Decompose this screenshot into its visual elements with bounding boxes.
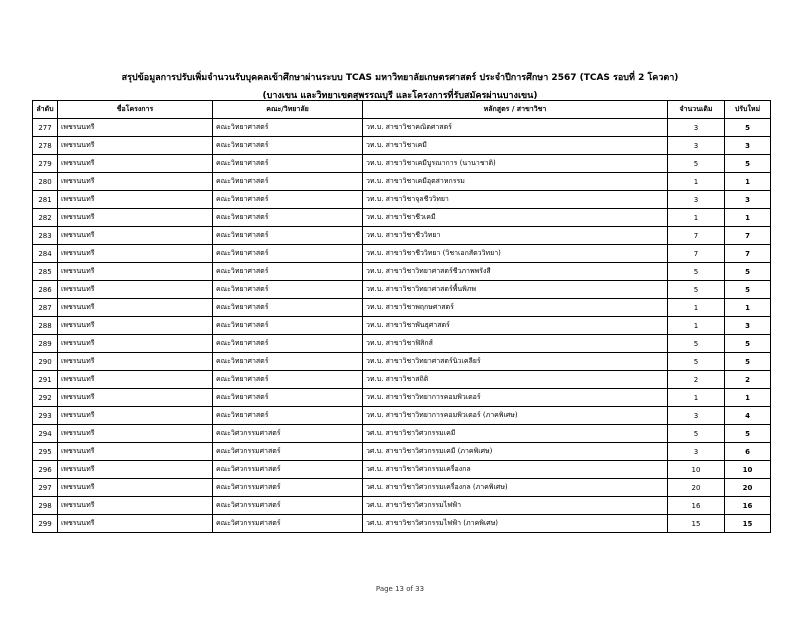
row-number: 284 (33, 245, 58, 263)
row-number: 299 (33, 515, 58, 533)
row-number: 287 (33, 299, 58, 317)
row-new-count: 3 (725, 317, 771, 335)
row-old-count: 1 (668, 317, 725, 335)
row-faculty: คณะวิศวกรรมศาสตร์ (213, 479, 363, 497)
row-faculty: คณะวิทยาศาสตร์ (213, 353, 363, 371)
row-program: วท.บ. สาขาวิชาพฤกษศาสตร์ (363, 299, 668, 317)
row-project: เพชรนนทรี (58, 245, 213, 263)
row-number: 296 (33, 461, 58, 479)
row-faculty: คณะวิทยาศาสตร์ (213, 191, 363, 209)
row-project: เพชรนนทรี (58, 263, 213, 281)
table-row (33, 443, 771, 461)
table-row (33, 353, 771, 371)
header-program: หลักสูตร / สาขาวิชา (363, 101, 668, 119)
row-number: 286 (33, 281, 58, 299)
table-row (33, 119, 771, 137)
row-project: เพชรนนทรี (58, 353, 213, 371)
row-project: เพชรนนทรี (58, 371, 213, 389)
document-title: สรุปข้อมูลการปรับเพิ่มจำนวนรับบุคคลเข้าศึกษาผ่านระบบ TCAS มหาวิทยาลัยเกษตรศาสตร์ ประจำปีการศึกษา 2567 (TCAS รอบที่ 2 โควตา) (121, 73, 679, 83)
row-new-count: 7 (725, 227, 771, 245)
table-row (33, 137, 771, 155)
row-new-count: 3 (725, 137, 771, 155)
row-program: วท.บ. สาขาวิชาสถิติ (363, 371, 668, 389)
row-program: วท.บ. สาขาวิชาวิทยาการคอมพิวเตอร์ (363, 389, 668, 407)
row-number: 298 (33, 497, 58, 515)
page-footer: Page 13 of 33 (375, 585, 425, 593)
row-program: วท.บ. สาขาวิชาวิทยาศาสตร์นิวเคลียร์ (363, 353, 668, 371)
row-old-count: 16 (668, 497, 725, 515)
table-row (33, 317, 771, 335)
row-old-count: 5 (668, 335, 725, 353)
row-faculty: คณะวิศวกรรมศาสตร์ (213, 443, 363, 461)
row-old-count: 1 (668, 299, 725, 317)
row-project: เพชรนนทรี (58, 173, 213, 191)
table-row (33, 335, 771, 353)
row-number: 283 (33, 227, 58, 245)
header-old-count: จำนวนเดิม (668, 101, 725, 119)
row-new-count: 5 (725, 335, 771, 353)
table-row (33, 425, 771, 443)
row-program: วท.บ. สาขาวิชาวิทยาศาสตร์พื้นพิภพ (363, 281, 668, 299)
row-project: เพชรนนทรี (58, 317, 213, 335)
row-new-count: 7 (725, 245, 771, 263)
row-faculty: คณะวิศวกรรมศาสตร์ (213, 497, 363, 515)
row-number: 288 (33, 317, 58, 335)
table-row (33, 497, 771, 515)
row-faculty: คณะวิทยาศาสตร์ (213, 371, 363, 389)
row-program: วศ.บ. สาขาวิชาวิศวกรรมเคมี (363, 425, 668, 443)
header-new-count: ปรับใหม่ (725, 101, 771, 119)
row-old-count: 3 (668, 119, 725, 137)
row-faculty: คณะวิทยาศาสตร์ (213, 335, 363, 353)
row-project: เพชรนนทรี (58, 479, 213, 497)
row-faculty: คณะวิทยาศาสตร์ (213, 137, 363, 155)
table-row (33, 191, 771, 209)
row-program: วท.บ. สาขาวิชาเคมี (363, 137, 668, 155)
row-faculty: คณะวิทยาศาสตร์ (213, 227, 363, 245)
table-row (33, 281, 771, 299)
table-row (33, 479, 771, 497)
row-old-count: 3 (668, 191, 725, 209)
row-faculty: คณะวิทยาศาสตร์ (213, 299, 363, 317)
row-project: เพชรนนทรี (58, 443, 213, 461)
row-old-count: 3 (668, 443, 725, 461)
row-program: วท.บ. สาขาวิชาเคมีอุตสาหกรรม (363, 173, 668, 191)
row-faculty: คณะวิทยาศาสตร์ (213, 155, 363, 173)
row-project: เพชรนนทรี (58, 209, 213, 227)
row-project: เพชรนนทรี (58, 191, 213, 209)
header-no: ลำดับ (33, 101, 58, 119)
header-project: ชื่อโครงการ (58, 101, 213, 119)
row-program: วท.บ. สาขาวิชาคณิตศาสตร์ (363, 119, 668, 137)
row-new-count: 10 (725, 461, 771, 479)
row-number: 285 (33, 263, 58, 281)
row-faculty: คณะวิทยาศาสตร์ (213, 173, 363, 191)
row-new-count: 15 (725, 515, 771, 533)
quota-table (32, 100, 771, 533)
row-new-count: 4 (725, 407, 771, 425)
row-old-count: 5 (668, 155, 725, 173)
row-project: เพชรนนทรี (58, 119, 213, 137)
table-row (33, 245, 771, 263)
row-faculty: คณะวิทยาศาสตร์ (213, 245, 363, 263)
row-new-count: 5 (725, 263, 771, 281)
row-number: 294 (33, 425, 58, 443)
row-number: 292 (33, 389, 58, 407)
row-new-count: 5 (725, 119, 771, 137)
row-old-count: 7 (668, 227, 725, 245)
row-old-count: 10 (668, 461, 725, 479)
row-faculty: คณะวิศวกรรมศาสตร์ (213, 461, 363, 479)
row-project: เพชรนนทรี (58, 281, 213, 299)
row-number: 281 (33, 191, 58, 209)
row-program: วท.บ. สาขาวิชาฟิสิกส์ (363, 335, 668, 353)
row-faculty: คณะวิทยาศาสตร์ (213, 281, 363, 299)
row-project: เพชรนนทรี (58, 335, 213, 353)
header-faculty: คณะ/วิทยาลัย (213, 101, 363, 119)
row-old-count: 2 (668, 371, 725, 389)
table-row (33, 389, 771, 407)
row-new-count: 5 (725, 353, 771, 371)
row-new-count: 3 (725, 191, 771, 209)
row-old-count: 1 (668, 173, 725, 191)
row-old-count: 1 (668, 209, 725, 227)
row-program: วท.บ. สาขาวิชาชีววิทยา (363, 227, 668, 245)
row-faculty: คณะวิทยาศาสตร์ (213, 209, 363, 227)
row-new-count: 5 (725, 155, 771, 173)
row-old-count: 5 (668, 425, 725, 443)
row-number: 295 (33, 443, 58, 461)
row-faculty: คณะวิทยาศาสตร์ (213, 119, 363, 137)
row-new-count: 5 (725, 281, 771, 299)
row-project: เพชรนนทรี (58, 155, 213, 173)
row-program: วศ.บ. สาขาวิชาวิศวกรรมไฟฟ้า (ภาคพิเศษ) (363, 515, 668, 533)
row-old-count: 3 (668, 137, 725, 155)
table-row (33, 209, 771, 227)
row-faculty: คณะวิศวกรรมศาสตร์ (213, 425, 363, 443)
row-program: วศ.บ. สาขาวิชาวิศวกรรมเคมี (ภาคพิเศษ) (363, 443, 668, 461)
row-number: 289 (33, 335, 58, 353)
row-faculty: คณะวิศวกรรมศาสตร์ (213, 515, 363, 533)
row-faculty: คณะวิทยาศาสตร์ (213, 263, 363, 281)
table-row (33, 371, 771, 389)
row-program: วท.บ. สาขาวิชาเคมีบูรณาการ (นานาชาติ) (363, 155, 668, 173)
row-new-count: 1 (725, 389, 771, 407)
row-faculty: คณะวิทยาศาสตร์ (213, 407, 363, 425)
row-old-count: 15 (668, 515, 725, 533)
row-number: 291 (33, 371, 58, 389)
row-old-count: 7 (668, 245, 725, 263)
row-number: 290 (33, 353, 58, 371)
table-row (33, 299, 771, 317)
row-number: 277 (33, 119, 58, 137)
table-header-row (33, 101, 771, 119)
row-program: วท.บ. สาขาวิชาวิทยาการคอมพิวเตอร์ (ภาคพิเศษ) (363, 407, 668, 425)
row-new-count: 1 (725, 209, 771, 227)
row-program: วท.บ. สาขาวิชาชีววิทยา (วิชาเอกสัตววิทยา) (363, 245, 668, 263)
row-new-count: 1 (725, 299, 771, 317)
row-old-count: 20 (668, 479, 725, 497)
row-number: 282 (33, 209, 58, 227)
row-new-count: 1 (725, 173, 771, 191)
row-project: เพชรนนทรี (58, 389, 213, 407)
row-program: วท.บ. สาขาวิชาพันธุศาสตร์ (363, 317, 668, 335)
row-program: วศ.บ. สาขาวิชาวิศวกรรมเครื่องกล (ภาคพิเศษ) (363, 479, 668, 497)
row-number: 279 (33, 155, 58, 173)
row-program: วศ.บ. สาขาวิชาวิศวกรรมไฟฟ้า (363, 497, 668, 515)
row-project: เพชรนนทรี (58, 497, 213, 515)
row-number: 278 (33, 137, 58, 155)
row-old-count: 5 (668, 263, 725, 281)
row-number: 293 (33, 407, 58, 425)
row-old-count: 5 (668, 353, 725, 371)
row-old-count: 5 (668, 281, 725, 299)
table-row (33, 263, 771, 281)
table-row (33, 173, 771, 191)
row-new-count: 6 (725, 443, 771, 461)
row-project: เพชรนนทรี (58, 299, 213, 317)
row-new-count: 5 (725, 425, 771, 443)
row-faculty: คณะวิทยาศาสตร์ (213, 317, 363, 335)
table-row (33, 515, 771, 533)
row-program: วท.บ. สาขาวิชาวิทยาศาสตร์ชีวภาพพรังสี (363, 263, 668, 281)
row-new-count: 16 (725, 497, 771, 515)
row-project: เพชรนนทรี (58, 425, 213, 443)
row-old-count: 1 (668, 389, 725, 407)
table-row (33, 407, 771, 425)
row-new-count: 2 (725, 371, 771, 389)
document-subtitle: (บางเขน และวิทยาเขตสุพรรณบุรี และโครงการที่รับสมัครผ่านบางเขน) (262, 91, 538, 101)
row-number: 297 (33, 479, 58, 497)
row-faculty: คณะวิทยาศาสตร์ (213, 389, 363, 407)
row-project: เพชรนนทรี (58, 137, 213, 155)
row-project: เพชรนนทรี (58, 407, 213, 425)
row-program: วท.บ. สาขาวิชาชีวเคมี (363, 209, 668, 227)
row-program: วศ.บ. สาขาวิชาวิศวกรรมเครื่องกล (363, 461, 668, 479)
row-old-count: 3 (668, 407, 725, 425)
row-project: เพชรนนทรี (58, 515, 213, 533)
row-project: เพชรนนทรี (58, 227, 213, 245)
row-project: เพชรนนทรี (58, 461, 213, 479)
row-program: วท.บ. สาขาวิชาจุลชีววิทยา (363, 191, 668, 209)
table-row (33, 461, 771, 479)
row-number: 280 (33, 173, 58, 191)
row-new-count: 20 (725, 479, 771, 497)
table-row (33, 227, 771, 245)
table-row (33, 155, 771, 173)
